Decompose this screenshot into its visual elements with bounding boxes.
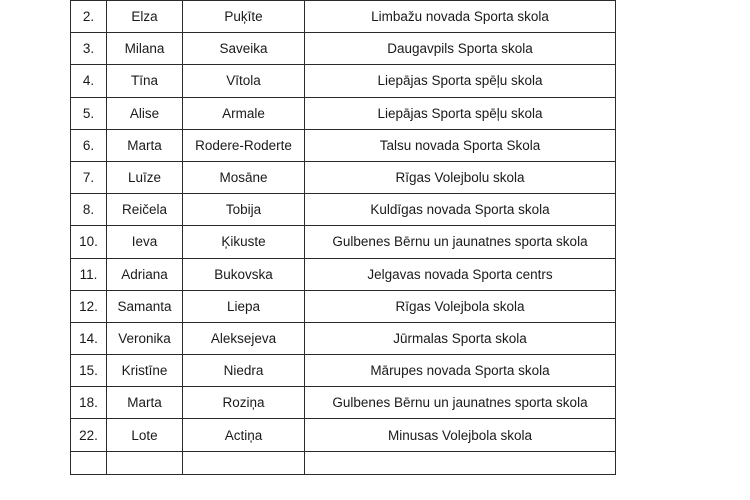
player-number: 10.: [71, 226, 107, 258]
player-first-name: Marta: [107, 129, 183, 161]
table-row: [71, 97, 616, 129]
player-school: Minusas Volejbola skola: [305, 419, 616, 451]
player-first-name: Veronika: [107, 322, 183, 354]
table-row: [71, 1, 616, 33]
player-last-name: Aleksejeva: [183, 322, 305, 354]
table-row: [71, 322, 616, 354]
player-first-name: Elza: [107, 1, 183, 33]
player-first-name: Luīze: [107, 161, 183, 193]
player-school: Gulbenes Bērnu un jaunatnes sporta skola: [305, 226, 616, 258]
player-last-name: Niedra: [183, 355, 305, 387]
player-last-name: Roziņa: [183, 387, 305, 419]
player-number: 2.: [71, 1, 107, 33]
player-last-name: Liepa: [183, 290, 305, 322]
table-row: [71, 129, 616, 161]
player-first-name: Samanta: [107, 290, 183, 322]
player-school: Limbažu novada Sporta skola: [305, 1, 616, 33]
player-number: 22.: [71, 419, 107, 451]
player-number: 4.: [71, 65, 107, 97]
player-first-name: Alise: [107, 97, 183, 129]
player-last-name: Armale: [183, 97, 305, 129]
player-school: Jūrmalas Sporta skola: [305, 322, 616, 354]
player-last-name: Puķīte: [183, 1, 305, 33]
table-row-empty: [71, 451, 616, 474]
player-school: Liepājas Sporta spēļu skola: [305, 97, 616, 129]
empty-cell: [305, 451, 616, 474]
player-first-name: Marta: [107, 387, 183, 419]
player-last-name: Mosāne: [183, 161, 305, 193]
table-row: [71, 33, 616, 65]
table-row: [71, 355, 616, 387]
player-number: 11.: [71, 258, 107, 290]
player-last-name: Actiņa: [183, 419, 305, 451]
player-school: Daugavpils Sporta skola: [305, 33, 616, 65]
player-last-name: Tobija: [183, 194, 305, 226]
player-school: Rīgas Volejbola skola: [305, 290, 616, 322]
table-row: [71, 387, 616, 419]
player-last-name: Vītola: [183, 65, 305, 97]
player-first-name: Lote: [107, 419, 183, 451]
player-first-name: Adriana: [107, 258, 183, 290]
table-row: [71, 194, 616, 226]
player-school: Gulbenes Bērnu un jaunatnes sporta skola: [305, 387, 616, 419]
player-number: 7.: [71, 161, 107, 193]
empty-cell: [107, 451, 183, 474]
roster-table-body: [71, 1, 616, 475]
player-last-name: Bukovska: [183, 258, 305, 290]
table-row: [71, 290, 616, 322]
player-school: Liepājas Sporta spēļu skola: [305, 65, 616, 97]
player-number: 3.: [71, 33, 107, 65]
player-school: Jelgavas novada Sporta centrs: [305, 258, 616, 290]
player-number: 12.: [71, 290, 107, 322]
player-last-name: Rodere-Roderte: [183, 129, 305, 161]
player-school: Rīgas Volejbolu skola: [305, 161, 616, 193]
player-last-name: Ķikuste: [183, 226, 305, 258]
table-row: [71, 419, 616, 451]
player-first-name: Ieva: [107, 226, 183, 258]
player-first-name: Kristīne: [107, 355, 183, 387]
roster-table-container: [70, 0, 615, 475]
player-last-name: Saveika: [183, 33, 305, 65]
table-row: [71, 65, 616, 97]
player-first-name: Reičela: [107, 194, 183, 226]
player-first-name: Milana: [107, 33, 183, 65]
player-number: 8.: [71, 194, 107, 226]
player-number: 5.: [71, 97, 107, 129]
player-number: 18.: [71, 387, 107, 419]
player-number: 6.: [71, 129, 107, 161]
table-row: [71, 161, 616, 193]
player-school: Talsu novada Sporta Skola: [305, 129, 616, 161]
player-school: Mārupes novada Sporta skola: [305, 355, 616, 387]
player-number: 15.: [71, 355, 107, 387]
player-first-name: Tīna: [107, 65, 183, 97]
table-row: [71, 226, 616, 258]
roster-table: [70, 0, 616, 475]
player-number: 14.: [71, 322, 107, 354]
table-row: [71, 258, 616, 290]
player-school: Kuldīgas novada Sporta skola: [305, 194, 616, 226]
empty-cell: [71, 451, 107, 474]
empty-cell: [183, 451, 305, 474]
